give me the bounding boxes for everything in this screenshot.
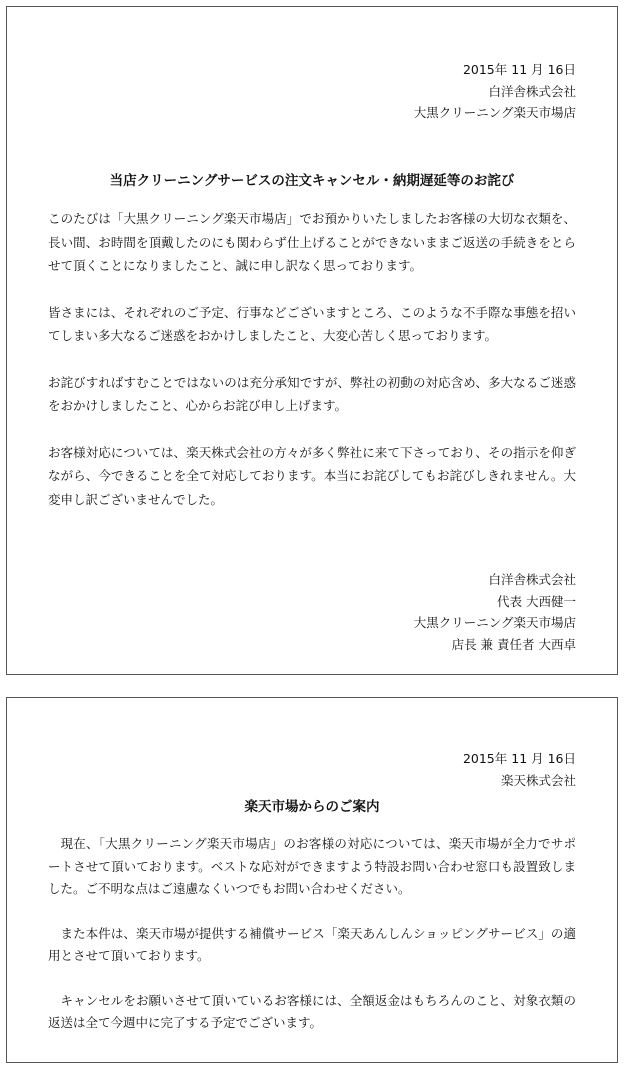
announcement-date: 2015年 11 月 16日 <box>462 751 576 766</box>
signature-manager: 店長 兼 責任者 大西卓 <box>451 636 576 652</box>
announcement-paragraph: 現在、「大黒クリーニング楽天市場店」のお客様の対応については、楽天市場が全力でサポートさせて頂いております。ベストな応対ができますよう特設お問い合わせ窓口も設置致しました。ご不明な点はご遠慮なくいつでもお問い合わせください。 <box>48 836 576 896</box>
notice-title: 当店クリーニングサービスの注文キャンセル・納期遅延等のお詫び <box>109 173 515 189</box>
signature-company: 白洋舎株式会社 <box>488 572 576 587</box>
notice-paragraph: お詫びすればすむことではないのは充分承知ですが、弊社の初動の対応含め、多大なるご迷惑をおかけしましたこと、心からお詫び申し上げます。 <box>48 374 576 413</box>
announcement-title: 楽天市場からのご案内 <box>244 799 380 815</box>
notice-paragraph: 皆さまには、それぞれのご予定、行事などございますところ、このような不手際な事態を招いてしまい多大なるご迷惑をおかけしましたこと、大変心苦しく思っております。 <box>48 304 576 343</box>
signature-representative: 代表 大西健一 <box>497 593 576 609</box>
announcement-paragraph: キャンセルをお願いさせて頂いているお客様には、全額返金はもちろんのこと、対象衣類の返送は全て今週中に完了する予定でございます。 <box>48 992 576 1030</box>
notice-paragraph: お客様対応については、楽天株式会社の方々が多く弊社に来て下さっており、その指示を仰ぎながら、今できることを全て対応しております。本当にお詫びしてもお詫びしきれません。大変申し訳ございませんでした。 <box>48 444 576 507</box>
notice-body <box>48 207 576 511</box>
notice-header <box>414 59 576 124</box>
rakuten-announcement-panel <box>6 697 618 1063</box>
announcement-body <box>48 833 576 1035</box>
announcement-paragraph: また本件は、楽天市場が提供する補償サービス「楽天あんしんショッピングサービス」の適用とさせて頂いております。 <box>48 925 576 963</box>
notice-issuer-store: 大黒クリーニング楽天市場店 <box>413 105 576 120</box>
notice-signature <box>414 569 576 655</box>
announcement-header <box>463 748 576 791</box>
notice-date: 2015年 11 月 16日 <box>462 62 576 77</box>
signature-store: 大黒クリーニング楽天市場店 <box>413 615 576 630</box>
announcement-issuer: 楽天株式会社 <box>500 772 576 788</box>
notice-issuer-company: 白洋舎株式会社 <box>488 83 576 99</box>
notice-paragraph: このたびは「大黒クリーニング楽天市場店」でお預かりいたしましたお客様の大切な衣類を、長い間、お時間を頂戴したのにも関わらず仕上げることができないままご返送の手続きをとらせて頂くことになりましたこと、誠に申し訳なく思っております。 <box>48 211 576 273</box>
apology-notice-panel <box>6 6 618 675</box>
